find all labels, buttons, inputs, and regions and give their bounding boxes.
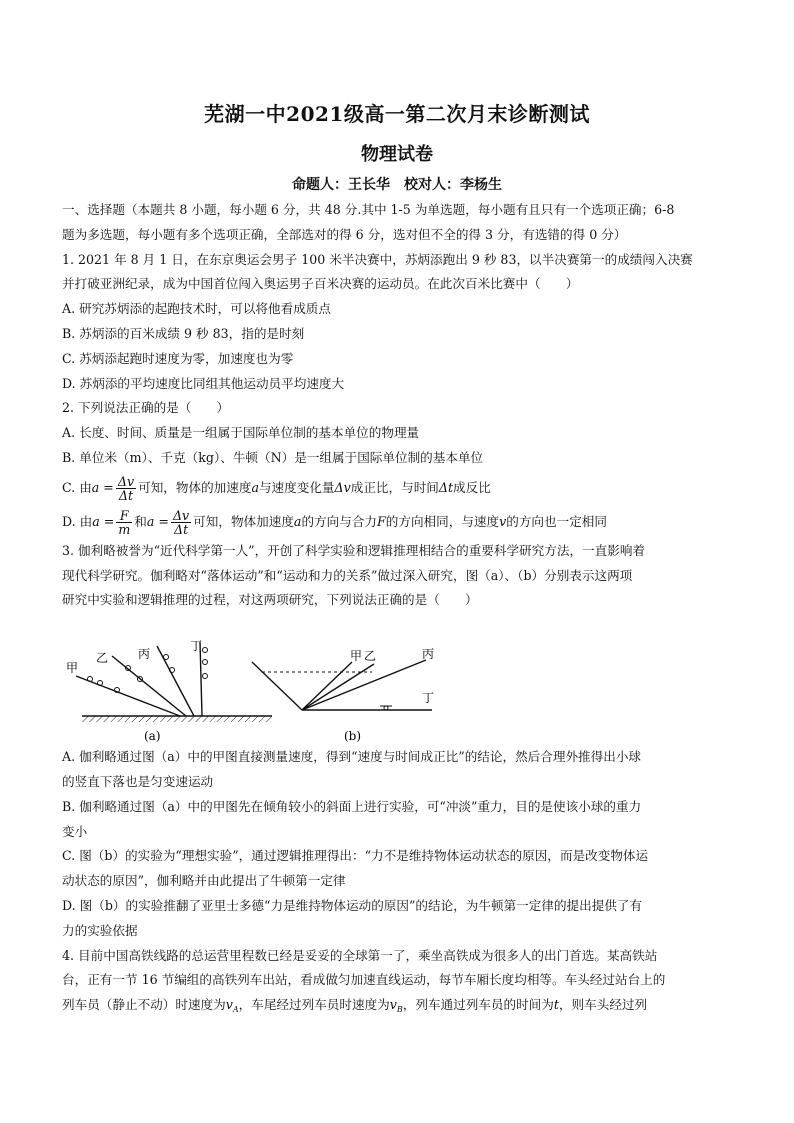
q2-d-eq-2: a = xyxy=(146,513,169,529)
q2-option-b: B. 单位米（m）、千克（kg）、牛顿（N）是一组属于国际单位制的基本单位 xyxy=(62,449,484,465)
q2-d-symbol-v: v xyxy=(499,513,507,529)
q2-c-text-2: 与速度变化量 xyxy=(258,479,335,495)
q3-option-c-line-2: 动状态的原因”，伽利略并由此提出了牛顿第一定律 xyxy=(62,873,346,889)
incline-yi-b xyxy=(302,664,374,710)
q2-d-symbol-f: F xyxy=(377,513,386,529)
label-b-jia: 甲 xyxy=(350,649,363,663)
label-a-jia: 甲 xyxy=(66,661,79,675)
q3-option-d-line-1: D. 图（b）的实验推翻了亚里士多德“力是维持物体运动的原因”的结论，为牛顿第一定律的提出提供了有 xyxy=(62,897,643,913)
q1-option-b: B. 苏炳添的百米成绩 9 秒 83，指的是时刻 xyxy=(62,325,305,341)
ball xyxy=(203,674,208,679)
q4-stem-line-1: 4. 目前中国高铁线路的总运营里程数已经是妥妥的全球第一了，乘坐高铁成为很多人的出门首选。某高铁站 xyxy=(62,947,658,963)
q2-option-d xyxy=(62,505,734,539)
exam-content xyxy=(62,198,734,1018)
q2-d-denominator-1: m xyxy=(118,521,131,537)
q2-d-text-1: 可知，物体加速度 xyxy=(193,513,294,529)
q3-option-d-line-2: 力的实验依据 xyxy=(62,922,138,938)
ball xyxy=(164,655,169,660)
q2-d-numerator-2: Δv xyxy=(172,507,190,523)
q1-option-a: A. 研究苏炳添的起跑技术时，可以将他看成质点 xyxy=(62,301,331,317)
caption-a: (a) xyxy=(144,729,161,743)
q2-stem: 2. 下列说法正确的是（ ） xyxy=(62,400,230,416)
q2-d-fraction-1 xyxy=(116,509,132,536)
incline-jia xyxy=(76,676,180,716)
figure-a xyxy=(66,639,272,743)
q2-d-and: 和 xyxy=(134,513,147,529)
q2-c-eq: a = xyxy=(91,479,114,495)
q4-stem-line-2: 台，正有一节 16 节编组的高铁列车出站，看成做匀加速直线运动，每节车厢长度均相等。车头经过站台上的 xyxy=(62,972,666,988)
q2-d-denominator-2: Δt xyxy=(173,521,189,537)
q3-figure xyxy=(62,636,462,748)
q2-c-symbol-a: a xyxy=(251,479,259,495)
q2-c-symbol-dt: Δt xyxy=(438,479,454,495)
exam-title: 芜湖一中2021级高一第二次月末诊断测试 xyxy=(204,102,590,126)
q3-figure-svg xyxy=(62,636,462,748)
q1-stem-line-2: 并打破亚洲纪录，成为中国首位闯入奥运男子百米决赛的运动员。在此次百米比赛中（ ） xyxy=(62,276,579,292)
q3-stem-line-3: 研究中实验和逻辑推理的过程，对这两项研究，下列说法正确的是（ ） xyxy=(62,592,478,608)
q2-c-text-3: 成正比，与时间 xyxy=(350,479,439,495)
label-a-bing: 丙 xyxy=(138,647,151,661)
q3-stem-line-2: 现代科学研究。伽利略对“落体运动”和“运动和力的关系”做过深入研究，图（a）、（b）分别表示这两项 xyxy=(62,567,633,583)
q2-option-c xyxy=(62,471,734,505)
label-a-yi: 乙 xyxy=(96,651,109,665)
incline-ding xyxy=(200,642,202,716)
q4-s3-text-a: 列车员（静止不动）时速度为 xyxy=(62,997,226,1013)
q2-d-fraction-2 xyxy=(171,509,191,536)
exam-subtitle: 物理试卷 xyxy=(361,144,433,165)
q1-stem-line-1: 1. 2021 年 8 月 1 日，在东京奥运会男子 100 米半决赛中，苏炳添跑出 9 秒 83，以半决赛第一的成绩闯入决赛 xyxy=(62,251,693,267)
q2-d-numerator-1: F xyxy=(116,509,132,523)
q2-d-text-2: 的方向与合力 xyxy=(301,513,377,529)
q2-c-fraction xyxy=(116,475,136,502)
q3-option-b-line-1: B. 伽利略通过图（a）中的甲图先在倾角较小的斜面上进行实验，可“冲淡”重力，目的是使该小球的重力 xyxy=(62,798,642,814)
incline-bing-b xyxy=(302,660,426,710)
q4-symbol-vb: v xyxy=(389,997,397,1013)
q4-subscript-a: A xyxy=(232,1005,239,1015)
q4-symbol-va: v xyxy=(225,997,233,1013)
label-b-ding: 丁 xyxy=(422,691,435,705)
q3-option-a-line-1: A. 伽利略通过图（a）中的甲图直接测量速度，得到“速度与时间成正比”的结论，然后合理外推得出小球 xyxy=(62,749,642,765)
q4-s3-text-b: ，车尾经过列车员时速度为 xyxy=(238,997,390,1013)
q2-c-denominator: Δt xyxy=(118,487,134,503)
q2-d-prefix: D. 由 xyxy=(62,513,93,529)
q2-c-numerator: Δv xyxy=(117,473,135,489)
incline-left xyxy=(252,662,302,710)
q3-stem-line-1: 3. 伽利略被誉为“近代科学第一人”，开创了科学实验和逻辑推理相结合的重要科学研究方法，一直影响着 xyxy=(62,542,646,558)
q3-option-a-line-2: 的竖直下落也是匀变速运动 xyxy=(62,773,214,789)
q4-s3-text-d: ，则车头经过列 xyxy=(558,997,648,1013)
ground-hatch xyxy=(82,716,272,722)
q2-c-prefix: C. 由 xyxy=(62,479,92,495)
label-b-bing: 丙 xyxy=(422,647,435,661)
q2-c-text-1: 可知，物体的加速度 xyxy=(138,479,252,495)
q3-option-b-line-2: 变小 xyxy=(62,823,88,839)
q4-stem-line-3 xyxy=(62,993,734,1018)
incline-bing xyxy=(157,646,194,716)
ball xyxy=(203,648,208,653)
incline-yi xyxy=(112,656,186,716)
section-instructions-line-2: 题为多选题，每小题有多个选项正确，全部选对的得 6 分，选对但不全的得 3 分，有选错的得 0 分） xyxy=(62,226,627,242)
q4-s3-text-c: ，列车通过列车员的时间为 xyxy=(402,997,554,1013)
q1-option-c: C. 苏炳添起跑时速度为零，加速度也为零 xyxy=(62,350,294,366)
q2-option-a: A. 长度、时间、质量是一组属于国际单位制的基本单位的物理量 xyxy=(62,425,420,441)
q2-d-text-4: 的方向也一定相同 xyxy=(506,513,607,529)
incline-jia-b xyxy=(302,662,352,710)
q2-c-text-4: 成反比 xyxy=(453,479,491,495)
q2-d-symbol-a: a xyxy=(293,513,302,529)
label-b-yi: 乙 xyxy=(364,649,377,663)
section-instructions-line-1: 一、选择题（本题共 8 小题，每小题 6 分，共 48 分.其中 1-5 为单选题，每小题有且只有一个选项正确；6-8 xyxy=(62,202,675,217)
q4-subscript-b: B xyxy=(396,1005,403,1015)
ball xyxy=(203,660,208,665)
q2-d-text-3: 的方向相同，与速度 xyxy=(385,513,500,529)
q2-d-eq-1: a = xyxy=(92,513,115,529)
q3-option-c-line-1: C. 图（b）的实验为“理想实验”，通过逻辑推理得出：“力不是维持物体运动状态的原因，而是改变物体运 xyxy=(62,848,649,864)
q2-c-symbol-dv: Δv xyxy=(334,479,351,495)
q4-symbol-t: t xyxy=(553,997,559,1013)
exam-authors: 命题人：王长华 校对人：李杨生 xyxy=(292,177,502,193)
q1-option-d: D. 苏炳添的平均速度比同组其他运动员平均速度大 xyxy=(62,375,345,391)
figure-b xyxy=(252,647,434,743)
label-a-ding: 丁 xyxy=(190,639,203,653)
caption-b: (b) xyxy=(344,729,362,743)
